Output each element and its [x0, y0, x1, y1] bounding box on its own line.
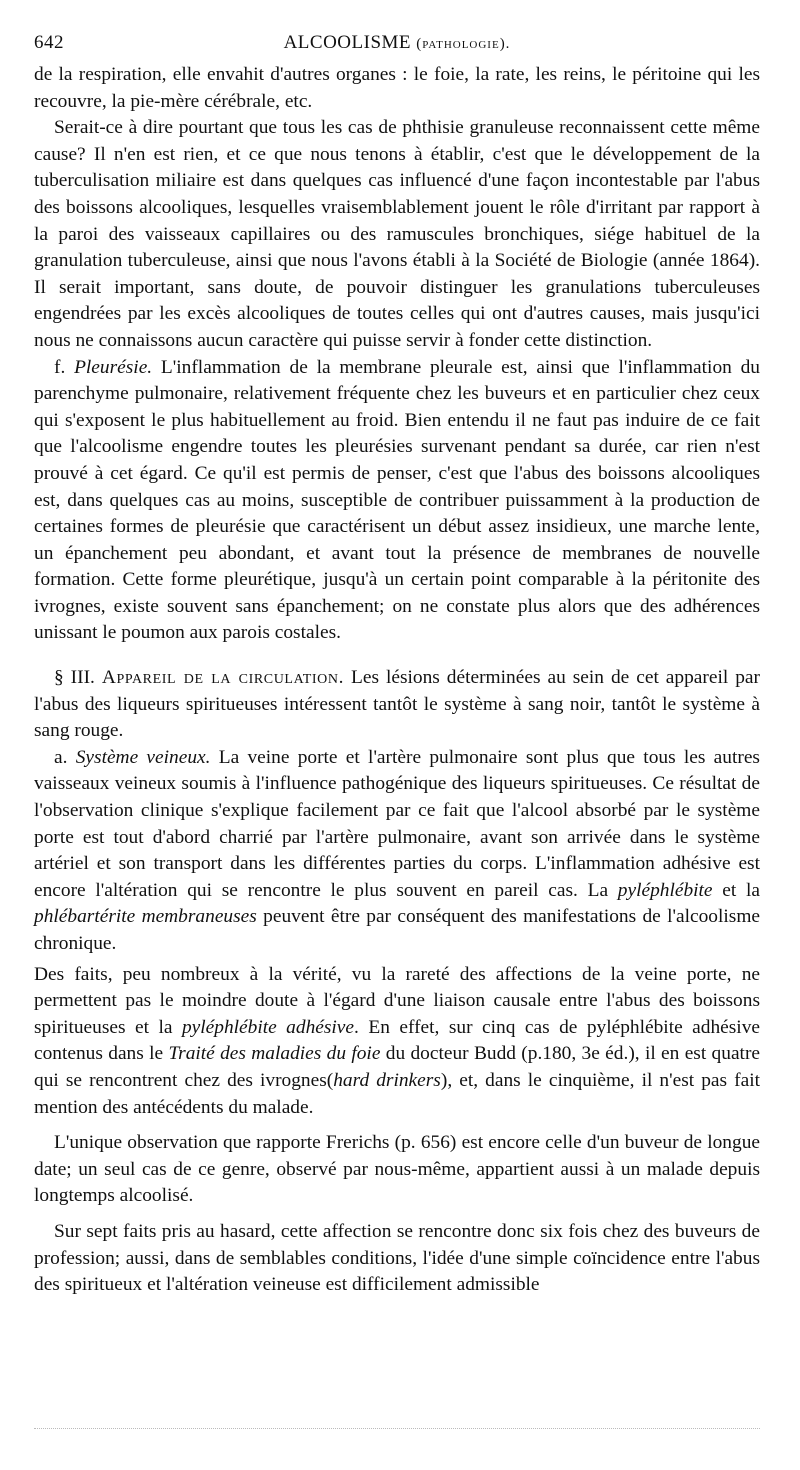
running-head-title: ALCOOLISME: [283, 32, 417, 53]
paragraph-text: Des faits, peu nombreux à la vérité, vu la rareté des affections de la veine porte, ne permettent pas le moindre doute à l'égard d'une liaison causale entre l'abus des boissons spiritueuses et la: [34, 963, 760, 1038]
italic-term: pyléphlébite: [617, 879, 713, 901]
page-header: [34, 28, 760, 62]
footer-rule: [34, 1428, 760, 1429]
item-letter: a.: [54, 746, 76, 768]
paragraph-continuation: de la respiration, elle envahit d'autres organes : le foie, la rate, les reins, le péritoine qui les recouvre, la pie-mère cérébrale, etc.: [34, 64, 760, 112]
paragraph-phthisie: Serait-ce à dire pourtant que tous les cas de phthisie granuleuse reconnaissent cette même cause? Il n'en est rien, et ce que nous tenons à établir, c'est que le développement de la tuberculisation miliaire est dans quelques cas influencé d'une façon incontestable par l'abus des boissons alcooliques, lesquelles vraisemblablement jouent le rôle d'irritant par rapport à la paroi des vaisseaux capillaires ou des ramuscules bronchiques, siége habituel de la granulation tuberculeuse, ainsi que nous l'avons établi à la Société de Biologie (année 1864). Il serait important, sans doute, de pouvoir distinguer les granulations tuberculeuses engendrées par les excès alcooliques de toutes celles qui ont d'autres causes, mais jusqu'ici nous ne connaissons aucun caractère qui puisse servir à fonder cette distinction.: [34, 117, 760, 351]
paragraph-faits: [34, 962, 760, 1122]
section-title: Appareil de la circulation.: [101, 667, 345, 689]
paragraph-text: Les lésions déterminées au sein de cet appareil par l'abus des liqueurs spiritueuses intéressent tantôt le système à sang noir, tantôt le système à sang rouge.: [34, 667, 760, 742]
running-head-subtitle: (pathologie).: [416, 36, 511, 52]
paragraph-text: peuvent être par conséquent des manifestations de l'alcoolisme chronique.: [34, 906, 761, 954]
paragraph-text: ), et, dans le cinquième, il n'est pas fait mention des antécédents du malade.: [34, 1069, 760, 1118]
italic-term: phlébartérite membraneuses: [34, 906, 257, 928]
item-letter: f.: [54, 356, 75, 378]
item-title: Système veineux.: [75, 746, 211, 768]
paragraph-sept-faits: Sur sept faits pris au hasard, cette affection se rencontre donc six fois chez des buveurs de profession; aussi, dans de semblables conditions, l'idée d'une simple coïncidence entre l'abus des spiritueux et l'altération veineuse est difficilement admissible: [34, 1220, 760, 1296]
paragraph-text: . En effet, sur cinq cas de pyléphlébite adhésive contenus dans le: [34, 1016, 760, 1065]
paragraph-text: du docteur Budd (p.180, 3e éd.), il en est quatre qui se rencontrent chez des ivrognes(: [34, 1043, 761, 1091]
body-text: [34, 62, 760, 1299]
section-number: § III.: [54, 667, 102, 689]
paragraph-pleuresie: [34, 355, 760, 648]
paragraph-text: L'inflammation de la membrane pleurale est, ainsi que l'inflammation du parenchyme pulmonaire, relativement fréquente chez les buveurs et en particulier chez ceux qui s'exposent le plus habituellement au froid. Bien entendu il ne faut pas induire de ce fait que l'alcoolisme engendre toutes les pleurésies survenant pendant sa durée, car rien n'est prouvé à cet égard. Ce qu'il est permis de penser, c'est que l'abus des boissons alcooliques est, dans quelques cas au moins, susceptible de contribuer puissamment à la production de certaines formes de pleurésie que caractérisent un début assez insidieux, une marche lente, un épanchement peu abondant, et avant tout la présence de membranes de nouvelle formation. Cette forme pleurétique, jusqu'à un certain point comparable à la péritonite des ivrognes, existe souvent sans épanchement; on ne constate plus alors que des adhérences unissant le poumon aux parois costales.: [34, 356, 760, 644]
running-head: [34, 32, 760, 54]
paragraph-frerichs: L'unique observation que rapporte Frerichs (p. 656) est encore celle d'un buveur de longue date; un seul cas de ce genre, observé par nous-même, appartient aussi à un malade depuis longtemps alcoolisé.: [34, 1132, 760, 1207]
section-circulation: [34, 665, 760, 745]
italic-term: pyléphlébite adhésive: [181, 1016, 355, 1038]
paragraph-text: et la: [712, 879, 760, 901]
item-title: Pleurésie.: [74, 356, 153, 378]
italic-term: hard drinkers: [333, 1069, 441, 1091]
paragraph-text: La veine porte et l'artère pulmonaire sont plus que tous les autres vaisseaux veineux soumis à l'influence pathogénique des liqueurs spiritueuses. Ce résultat de l'observation clinique s'explique facilement par ce fait que l'alcool absorbé par le système porte est tout d'abord charrié par l'artère pulmonaire, avant son arrivée dans le système artériel et son transport dans les différentes parties du corps. L'inflammation adhésive est encore l'altération qui se rencontre le plus souvent en pareil cas. La: [34, 746, 760, 901]
book-title: Traité des maladies du foie: [168, 1043, 381, 1065]
page-number: 642: [34, 32, 64, 53]
paragraph-systeme-veineux: [34, 745, 760, 958]
